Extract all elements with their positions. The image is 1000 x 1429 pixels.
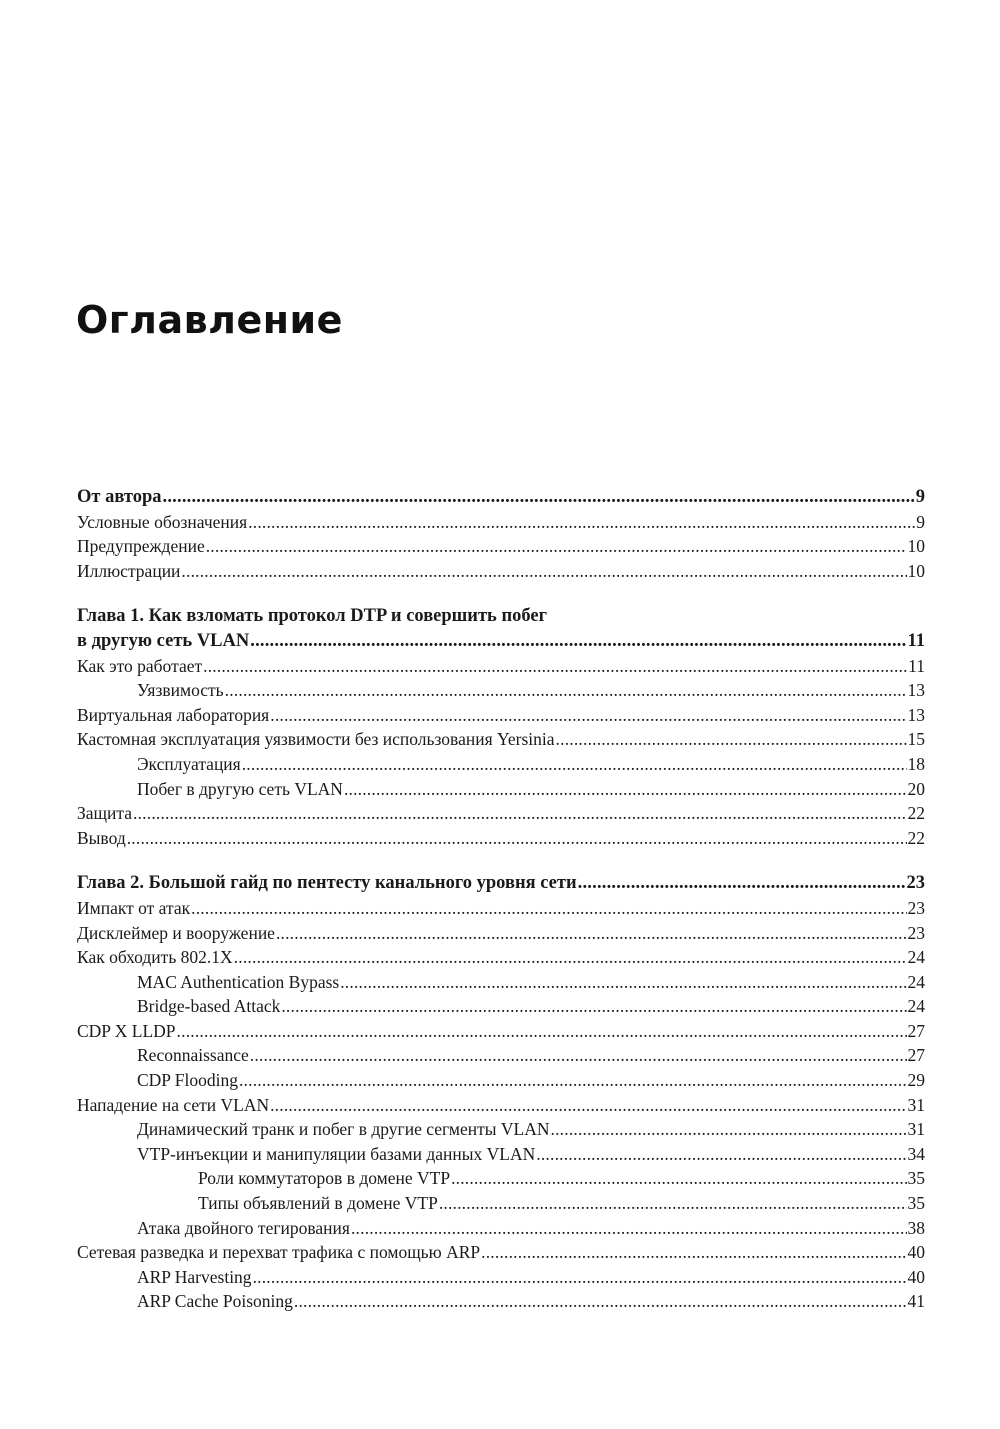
toc-entry-label: Динамический транк и побег в другие сегменты VLAN	[137, 1119, 550, 1140]
dot-leader	[248, 510, 915, 535]
dot-leader	[253, 1265, 907, 1290]
toc-entry[interactable]	[77, 654, 925, 679]
dot-leader	[270, 703, 906, 728]
toc-entry[interactable]	[77, 510, 925, 535]
toc-entry-label: Дисклеймер и вооружение	[77, 922, 275, 943]
toc-subentry[interactable]	[77, 1265, 925, 1290]
toc-page-number: 34	[907, 1143, 925, 1164]
dot-leader	[181, 559, 906, 584]
toc-page-number: 23	[907, 922, 925, 943]
toc-entry[interactable]	[77, 559, 925, 584]
toc-entry-label: Уязвимость	[137, 680, 224, 701]
toc-entry-label: Импакт от атак	[77, 897, 191, 918]
dot-leader	[234, 945, 907, 970]
toc-entry[interactable]	[77, 1240, 925, 1265]
toc-subentry[interactable]	[77, 1289, 925, 1314]
toc-subentry[interactable]	[77, 752, 925, 777]
toc-entry-label: Нападение на сети VLAN	[77, 1094, 270, 1115]
toc-page-number: 41	[907, 1291, 925, 1312]
dot-leader	[191, 896, 906, 921]
toc-page-number: 20	[907, 778, 925, 799]
toc-page-number: 9	[916, 511, 925, 532]
toc-page-number: 22	[907, 827, 925, 848]
toc-entry[interactable]	[77, 801, 925, 826]
dot-leader	[344, 777, 907, 802]
toc-entry-label: Роли коммутаторов в домене VTP	[198, 1168, 451, 1189]
dot-leader	[177, 1019, 907, 1044]
toc-page-number: 38	[907, 1217, 925, 1238]
toc-entry-label: Эксплуатация	[137, 753, 241, 774]
toc-subentry[interactable]	[77, 1117, 925, 1142]
dot-leader	[276, 921, 907, 946]
dot-leader	[481, 1240, 906, 1265]
toc-page-number: 27	[907, 1045, 925, 1066]
toc-entry-label: Иллюстрации	[77, 560, 181, 581]
toc-entry-label: MAC Authentication Bypass	[137, 971, 340, 992]
toc-entry-label: CDP X LLDP	[77, 1020, 176, 1041]
toc-subentry[interactable]	[77, 1043, 925, 1068]
toc-entry[interactable]	[77, 826, 925, 851]
toc-subentry[interactable]	[77, 777, 925, 802]
toc-entry-label: Вывод	[77, 827, 126, 848]
toc-subentry[interactable]	[77, 678, 925, 703]
toc-page-number: 23	[906, 873, 925, 894]
toc-subentry[interactable]	[77, 1068, 925, 1093]
dot-leader	[270, 1093, 906, 1118]
dot-leader	[206, 534, 907, 559]
dot-leader	[242, 752, 907, 777]
dot-leader	[203, 654, 907, 679]
toc-entry-label: Условные обозначения	[77, 511, 248, 532]
toc-entry-label: Как обходить 802.1X	[77, 947, 233, 968]
toc-entry-label: Сетевая разведка и перехват трафика с помощью ARP	[77, 1242, 481, 1263]
toc-entry-label: Bridge-based Attack	[137, 996, 281, 1017]
toc-subentry[interactable]	[77, 994, 925, 1019]
toc-subentry[interactable]	[77, 1216, 925, 1241]
table-of-contents	[77, 485, 925, 1314]
toc-entry-label: Глава 2. Большой гайд по пентесту канального уровня сети	[77, 873, 577, 894]
toc-page-number: 22	[907, 803, 925, 824]
toc-page-number: 29	[907, 1070, 925, 1091]
dot-leader	[351, 1216, 907, 1241]
toc-entry-label: ARP Cache Poisoning	[137, 1291, 293, 1312]
toc-page-number: 24	[907, 996, 925, 1017]
toc-entry-intro[interactable]	[77, 485, 925, 510]
toc-entry-label: Типы объявлений в домене VTP	[198, 1193, 438, 1214]
toc-page-number: 11	[908, 655, 925, 676]
dot-leader	[225, 678, 907, 703]
toc-page-number: 35	[907, 1168, 925, 1189]
toc-page-number: 24	[907, 971, 925, 992]
toc-entry-label: Атака двойного тегирования	[137, 1217, 350, 1238]
dot-leader	[536, 1142, 906, 1167]
toc-page-number: 15	[907, 729, 925, 750]
toc-page-number: 11	[907, 630, 925, 651]
toc-subsubentry[interactable]	[77, 1166, 925, 1191]
toc-entry[interactable]	[77, 1019, 925, 1044]
toc-page-number: 23	[907, 897, 925, 918]
toc-page-number: 10	[907, 560, 925, 581]
toc-page-number: 13	[907, 704, 925, 725]
toc-entry-label: CDP Flooding	[137, 1070, 238, 1091]
toc-chapter-2-heading[interactable]	[77, 871, 925, 896]
toc-entry-label: Предупреждение	[77, 536, 205, 557]
toc-entry[interactable]	[77, 1093, 925, 1118]
dot-leader	[250, 1043, 907, 1068]
toc-entry[interactable]	[77, 534, 925, 559]
toc-entry[interactable]	[77, 727, 925, 752]
toc-page-number: 40	[907, 1266, 925, 1287]
toc-page-number: 31	[907, 1094, 925, 1115]
toc-entry[interactable]	[77, 896, 925, 921]
dot-leader	[556, 727, 907, 752]
toc-page-number: 10	[907, 536, 925, 557]
dot-leader	[250, 629, 906, 654]
toc-subentry[interactable]	[77, 1142, 925, 1167]
toc-entry-label: Reconnaissance	[137, 1045, 249, 1066]
toc-subentry[interactable]	[77, 970, 925, 995]
dot-leader	[551, 1117, 907, 1142]
dot-leader	[340, 970, 906, 995]
page-title: Оглавление	[76, 298, 343, 342]
toc-entry-label: От автора	[77, 487, 162, 507]
dot-leader	[163, 485, 915, 510]
toc-chapter-1-heading[interactable]: Глава 1. Как взломать протокол DTP и совершить побег	[77, 606, 547, 627]
toc-entry-label: VTP-инъекции и манипуляции базами данных VLAN	[137, 1143, 536, 1164]
dot-leader	[239, 1068, 907, 1093]
toc-entry-label: Кастомная эксплуатация уязвимости без использования Yersinia	[77, 729, 555, 750]
dot-leader	[294, 1289, 907, 1314]
toc-entry-label: Побег в другую сеть VLAN	[137, 778, 343, 799]
toc-entry[interactable]	[77, 921, 925, 946]
dot-leader	[133, 801, 906, 826]
dot-leader	[439, 1191, 907, 1216]
toc-page-number: 24	[907, 947, 925, 968]
dot-leader	[451, 1166, 906, 1191]
toc-entry-label: ARP Harvesting	[137, 1266, 252, 1287]
toc-entry-label: в другую сеть VLAN	[77, 630, 250, 651]
toc-chapter-1-heading-cont[interactable]	[77, 629, 925, 654]
toc-subsubentry[interactable]	[77, 1191, 925, 1216]
toc-entry[interactable]	[77, 945, 925, 970]
toc-page-number: 18	[907, 753, 925, 774]
toc-page-number: 40	[907, 1242, 925, 1263]
dot-leader	[127, 826, 907, 851]
toc-page-number: 9	[915, 487, 925, 507]
toc-page-number: 35	[907, 1193, 925, 1214]
toc-entry-label: Защита	[77, 803, 133, 824]
dot-leader	[578, 871, 906, 896]
toc-entry-label: Как это работает	[77, 655, 203, 676]
toc-entry-label: Виртуальная лаборатория	[77, 704, 270, 725]
toc-page-number: 13	[907, 680, 925, 701]
toc-entry[interactable]	[77, 703, 925, 728]
toc-page-number: 27	[907, 1020, 925, 1041]
toc-page-number: 31	[907, 1119, 925, 1140]
dot-leader	[281, 994, 906, 1019]
